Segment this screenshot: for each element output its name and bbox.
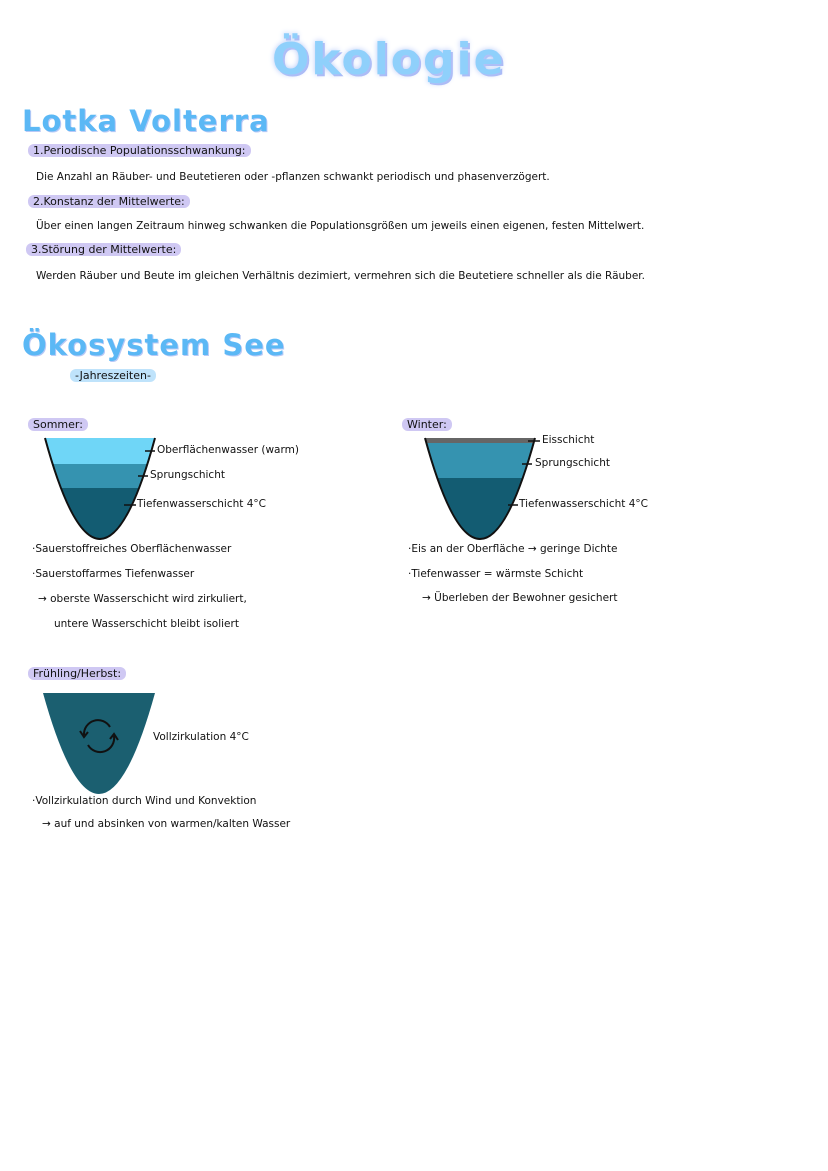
note: → auf und absinken von warmen/kalten Wasser xyxy=(42,818,291,830)
spring-basin xyxy=(43,693,155,794)
note: ·Eis an der Oberfläche → geringe Dichte xyxy=(408,543,618,555)
note: untere Wasserschicht bleibt isoliert xyxy=(54,618,239,630)
item-text: Über einen langen Zeitraum hinweg schwanken die Populationsgrößen um jeweils einen eigenen, festen Mittelwert. xyxy=(36,220,645,232)
item-label: 1.Periodische Populationsschwankung: xyxy=(28,144,251,157)
item-text: Werden Räuber und Beute im gleichen Verhältnis dezimiert, vermehren sich die Beutetiere schneller als die Räuber. xyxy=(36,270,645,282)
note: ·Vollzirkulation durch Wind und Konvektion xyxy=(32,795,257,807)
see-subheading: -Jahreszeiten- xyxy=(70,369,156,382)
winter-label: Winter: xyxy=(402,418,452,431)
note: → oberste Wasserschicht wird zirkuliert, xyxy=(38,593,247,605)
see-heading: Ökosystem See xyxy=(22,328,286,362)
item-label: 3.Störung der Mittelwerte: xyxy=(26,243,181,256)
layer-label: Vollzirkulation 4°C xyxy=(153,731,249,743)
note: ·Sauerstoffreiches Oberflächenwasser xyxy=(32,543,232,555)
note: ·Sauerstoffarmes Tiefenwasser xyxy=(32,568,195,580)
note: → Überleben der Bewohner gesichert xyxy=(422,592,618,604)
layer-label: Tiefenwasserschicht 4°C xyxy=(519,498,648,510)
item-label: 2.Konstanz der Mittelwerte: xyxy=(28,195,190,208)
layer-label: Sprungschicht xyxy=(535,457,610,469)
spring-label: Frühling/Herbst: xyxy=(28,667,126,680)
winter-basin xyxy=(420,437,540,548)
note: ·Tiefenwasser = wärmste Schicht xyxy=(408,568,584,580)
layer-label: Oberflächenwasser (warm) xyxy=(157,444,299,456)
layer-label: Sprungschicht xyxy=(150,469,225,481)
layer-label: Tiefenwasserschicht 4°C xyxy=(137,498,266,510)
summer-label: Sommer: xyxy=(28,418,88,431)
item-text: Die Anzahl an Räuber- und Beutetieren oder -pflanzen schwankt periodisch und phasenverzögert. xyxy=(36,171,550,183)
summer-basin xyxy=(40,438,160,548)
lotka-heading: Lotka Volterra xyxy=(22,104,270,138)
page-title: Ökologie xyxy=(272,34,506,85)
layer-label: Eisschicht xyxy=(542,434,595,446)
